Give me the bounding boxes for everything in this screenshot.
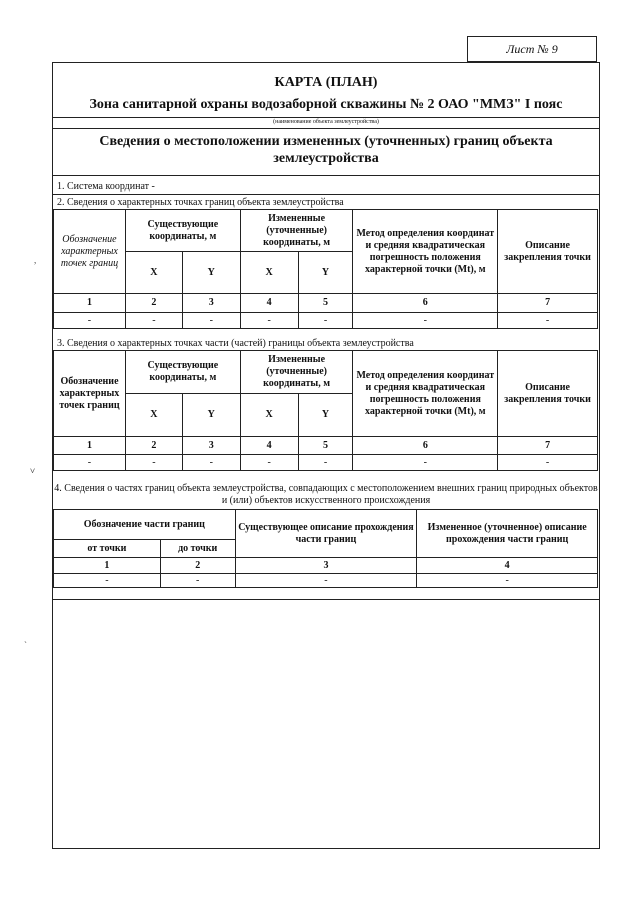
h-x: X bbox=[240, 394, 298, 437]
h-y: Y bbox=[182, 394, 240, 437]
h-parts: Обозначение части границ bbox=[54, 510, 236, 540]
h-x: X bbox=[125, 394, 182, 437]
col-num: 2 bbox=[125, 437, 182, 455]
h-changed: Измененные (уточненные) координаты, м bbox=[240, 210, 353, 252]
sheet-number: Лист № 9 bbox=[467, 36, 597, 62]
h-existing-desc: Существующее описание прохождения части границ bbox=[235, 510, 417, 558]
coordinate-system: 1. Система координат - bbox=[57, 181, 155, 192]
table-cell: - bbox=[54, 313, 126, 329]
col-num: 2 bbox=[160, 558, 235, 574]
h-to: до точки bbox=[160, 540, 235, 558]
table-cell: - bbox=[125, 313, 182, 329]
h-existing: Существующие координаты, м bbox=[125, 351, 240, 394]
table-cell: - bbox=[353, 455, 498, 471]
divider bbox=[53, 117, 599, 118]
table-cell: - bbox=[54, 574, 161, 588]
h-desc: Описание закрепления точки bbox=[498, 351, 598, 437]
table-row bbox=[54, 313, 598, 329]
scan-mark-icon: , bbox=[34, 255, 37, 265]
h-changed: Измененные (уточненные) координаты, м bbox=[240, 351, 353, 394]
h-desc: Описание закрепления точки bbox=[498, 210, 598, 294]
h-y: Y bbox=[182, 252, 240, 294]
divider bbox=[53, 194, 599, 195]
table-cell: - bbox=[160, 574, 235, 588]
h-method: Метод определения координат и средняя квадратическая погрешность положения характерной точки (Mt), м bbox=[353, 351, 498, 437]
table-cell: - bbox=[298, 313, 353, 329]
table-row bbox=[54, 455, 598, 471]
h-from: от точки bbox=[54, 540, 161, 558]
table-cell: - bbox=[125, 455, 182, 471]
col-num: 1 bbox=[54, 294, 126, 313]
table-cell: - bbox=[182, 455, 240, 471]
col-num: 6 bbox=[353, 294, 498, 313]
table-cell: - bbox=[353, 313, 498, 329]
table-cell: - bbox=[498, 313, 598, 329]
h-designation: Обозначение характерных точек границ bbox=[54, 351, 126, 437]
table-cell: - bbox=[235, 574, 417, 588]
col-num: 1 bbox=[54, 437, 126, 455]
scan-mark-icon: ˅ bbox=[30, 466, 36, 476]
h-y: Y bbox=[298, 394, 353, 437]
col-num: 7 bbox=[498, 294, 598, 313]
divider bbox=[53, 175, 599, 176]
section4-table bbox=[53, 509, 598, 588]
table-cell: - bbox=[240, 313, 298, 329]
col-num: 4 bbox=[240, 294, 298, 313]
h-y: Y bbox=[298, 252, 353, 294]
table-cell: - bbox=[54, 455, 126, 471]
table-cell: - bbox=[417, 574, 598, 588]
col-num: 3 bbox=[182, 294, 240, 313]
h-changed-desc: Измененное (уточненное) описание прохождения части границ bbox=[417, 510, 598, 558]
section2-table bbox=[53, 209, 598, 329]
col-num: 2 bbox=[125, 294, 182, 313]
table-cell: - bbox=[182, 313, 240, 329]
col-num: 3 bbox=[182, 437, 240, 455]
document-frame bbox=[52, 62, 600, 849]
table-cell: - bbox=[298, 455, 353, 471]
table-cell: - bbox=[498, 455, 598, 471]
col-num: 7 bbox=[498, 437, 598, 455]
col-num: 1 bbox=[54, 558, 161, 574]
col-num: 6 bbox=[353, 437, 498, 455]
object-name: Зона санитарной охраны водозаборной скважины № 2 ОАО "ММЗ" I пояс bbox=[89, 97, 563, 112]
col-num: 4 bbox=[417, 558, 598, 574]
section2-label: 2. Сведения о характерных точках границ объекта землеустройства bbox=[57, 197, 344, 208]
object-caption: (наименование объекта землеустройства) bbox=[273, 119, 379, 125]
scan-mark-icon: ` bbox=[24, 640, 27, 650]
col-num: 5 bbox=[298, 437, 353, 455]
col-num: 3 bbox=[235, 558, 417, 574]
col-num: 4 bbox=[240, 437, 298, 455]
h-designation: Обозначение характерных точек границ bbox=[54, 210, 126, 294]
section4-label: 4. Сведения о частях границ объекта землеустройства, совпадающих с местоположением внешних границ природных объектов и (или) объектов искусственного происхождения bbox=[54, 483, 598, 506]
table-cell: - bbox=[240, 455, 298, 471]
h-method: Метод определения координат и средняя квадратическая погрешность положения характерной точки (Mt), м bbox=[353, 210, 498, 294]
divider bbox=[53, 599, 599, 600]
h-existing: Существующие координаты, м bbox=[125, 210, 240, 252]
col-num: 5 bbox=[298, 294, 353, 313]
map-title: КАРТА (ПЛАН) bbox=[274, 75, 378, 90]
section3-table bbox=[53, 350, 598, 471]
table-row bbox=[54, 574, 598, 588]
section3-label: 3. Сведения о характерных точках части (частей) границы объекта землеустройства bbox=[57, 338, 414, 349]
h-x: X bbox=[240, 252, 298, 294]
divider bbox=[53, 128, 599, 129]
section-title: Сведения о местоположении измененных (уточненных) границ объекта землеустройства bbox=[99, 134, 553, 166]
h-x: X bbox=[125, 252, 182, 294]
